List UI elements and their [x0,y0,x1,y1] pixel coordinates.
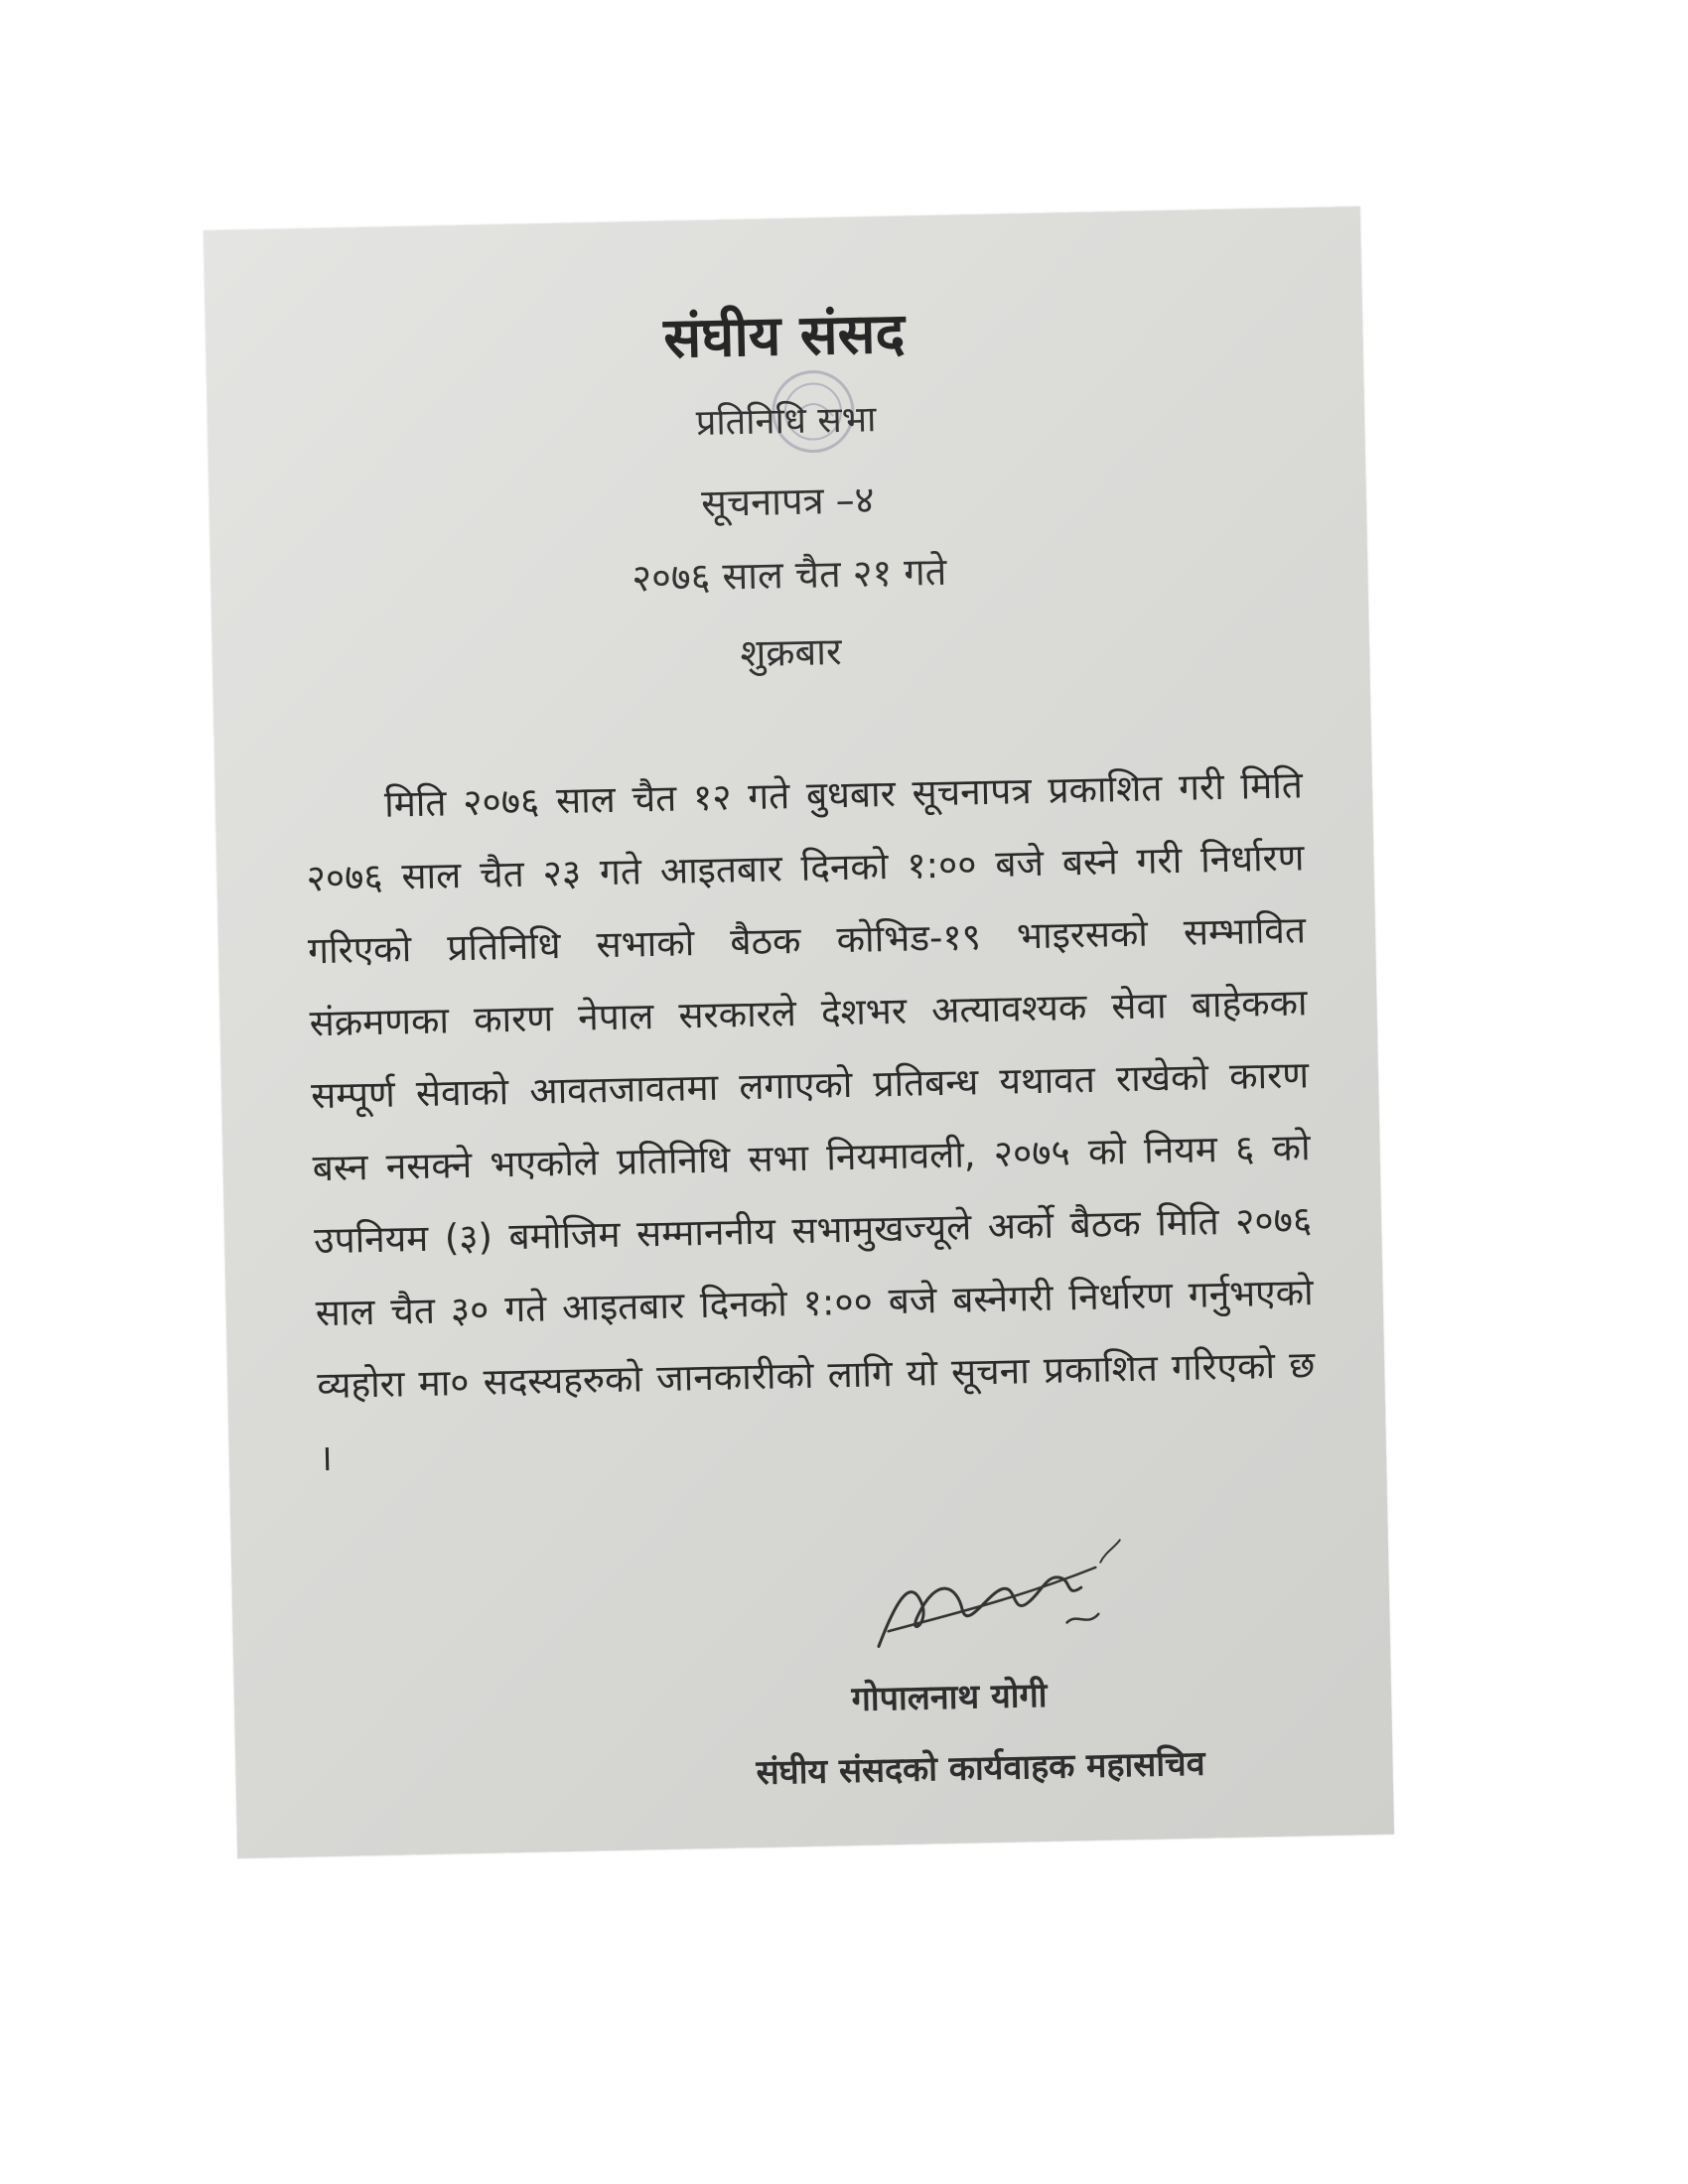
notice-title: संघीय संसद [662,301,906,371]
notice-number: सूचनापत्र –४ [700,478,875,525]
notice-weekday: शुक्रबार [739,629,842,676]
notice-paper [204,206,1394,1858]
handwritten-signature-icon [867,1532,1138,1667]
notice-date: २०७६ साल चैत २१ गते [631,549,947,601]
signer-title: संघीय संसदको कार्यवाहक महासचिव [756,1743,1205,1794]
notice-subtitle: प्रतिनिधि सभा [695,399,877,445]
signer-name: गोपालनाथ योगी [851,1675,1048,1720]
notice-body: मिति २०७६ साल चैत १२ गते बुधबार सूचनापत्र प्रकाशित गरी मिति २०७६ साल चैत २३ गते आइतबार दिनको १:०० बजे बस्ने गरी निर्धारण गरिएको प्रतिनिधि सभाको बैठक कोभिड-१९ भाइरसको सम्भावित संक्रमणका कारण नेपाल सरकारले देशभर अत्यावश्यक सेवा बाहेकका सम्पूर्ण सेवाको आवतजावतमा लगाएको प्रतिबन्ध यथावत राखेको कारण बस्न नसक्ने भएकोले प्रतिनिधि सभा नियमावली, २०७५ को नियम ६ को उपनियम (३) बमोजिम सम्माननीय सभामुखज्यूले अर्को बैठक मिति २०७६ साल चैत ३० गते आइतबार दिनको १:०० बजे बस्नेगरी निर्धारण गर्नुभएको व्यहोरा मा० सदस्यहरुको जानकारीको लागि यो सूचना प्रकाशित गरिएको छ । [306,763,1316,1480]
